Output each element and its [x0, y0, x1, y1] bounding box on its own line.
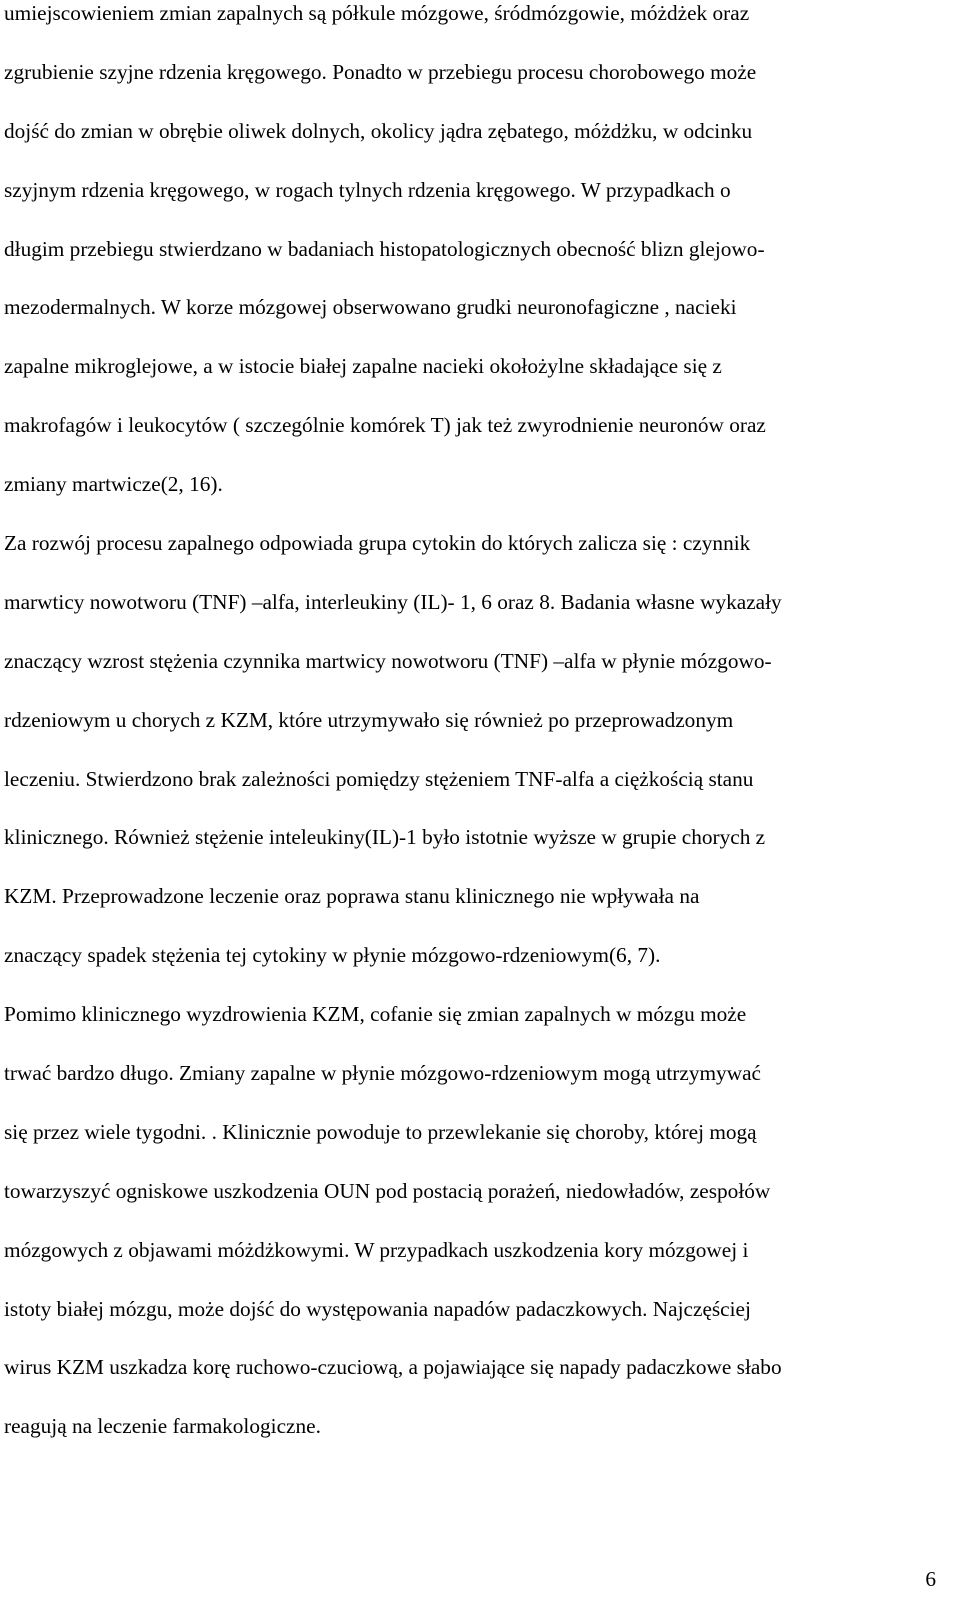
text-line: makrofagów i leukocytów ( szczególnie komórek T) jak też zwyrodnienie neuronów oraz: [4, 413, 766, 438]
text-line: zmiany martwicze(2, 16).: [4, 472, 223, 497]
text-line: umiejscowieniem zmian zapalnych są półkule mózgowe, śródmózgowie, móżdżek oraz: [4, 1, 750, 25]
text-line: leczeniu. Stwierdzono brak zależności pomiędzy stężeniem TNF-alfa a ciężkością stanu: [4, 766, 754, 791]
text-line: znaczący spadek stężenia tej cytokiny w płynie mózgowo-rdzeniowym(6, 7).: [4, 943, 661, 968]
text-line: Pomimo klinicznego wyzdrowienia KZM, cofanie się zmian zapalnych w mózgu może: [4, 1002, 747, 1027]
text-line: dojść do zmian w obrębie oliwek dolnych, okolicy jądra zębatego, móżdżku, w odcinku: [4, 118, 753, 143]
text-line: klinicznego. Również stężenie inteleukiny(IL)-1 było istotnie wyższe w grupie chorych z: [4, 825, 766, 850]
text-line: się przez wiele tygodni. . Klinicznie powoduje to przewlekanie się choroby, której mogą: [4, 1119, 757, 1144]
text-line: KZM. Przeprowadzone leczenie oraz poprawa stanu klinicznego nie wpływała na: [4, 884, 700, 909]
text-line: Za rozwój procesu zapalnego odpowiada grupa cytokin do których zalicza się : czynnik: [4, 531, 751, 556]
text-line: rdzeniowym u chorych z KZM, które utrzymywało się również po przeprowadzonym: [4, 707, 734, 732]
page-number: 6: [925, 1567, 936, 1591]
text-line: długim przebiegu stwierdzano w badaniach histopatologicznych obecność blizn glejowo-: [4, 236, 765, 261]
text-line: szyjnym rdzenia kręgowego, w rogach tylnych rdzenia kręgowego. W przypadkach o: [4, 177, 731, 202]
text-line: trwać bardzo długo. Zmiany zapalne w płynie mózgowo-rdzeniowym mogą utrzymywać: [4, 1061, 761, 1086]
text-line: zgrubienie szyjne rdzenia kręgowego. Ponadto w przebiegu procesu chorobowego może: [4, 59, 757, 84]
text-line: znaczący wzrost stężenia czynnika martwicy nowotworu (TNF) –alfa w płynie mózgowo-: [4, 648, 772, 673]
text-line: zapalne mikroglejowe, a w istocie białej zapalne nacieki okołożylne składające się z: [4, 354, 722, 379]
document-body: [4, 0, 956, 1456]
text-line: marwticy nowotworu (TNF) –alfa, interleukiny (IL)- 1, 6 oraz 8. Badania własne wykazały: [4, 589, 782, 614]
text-line: istoty białej mózgu, może dojść do występowania napadów padaczkowych. Najczęściej: [4, 1296, 751, 1321]
text-line: reagują na leczenie farmakologiczne.: [4, 1414, 321, 1439]
text-line: mezodermalnych. W korze mózgowej obserwowano grudki neuronofagiczne , nacieki: [4, 295, 737, 320]
text-line: mózgowych z objawami móżdżkowymi. W przypadkach uszkodzenia kory mózgowej i: [4, 1237, 749, 1262]
text-line: towarzyszyć ogniskowe uszkodzenia OUN pod postacią porażeń, niedowładów, zespołów: [4, 1178, 771, 1203]
text-line: wirus KZM uszkadza korę ruchowo-czuciową, a pojawiające się napady padaczkowe słabo: [4, 1355, 782, 1380]
